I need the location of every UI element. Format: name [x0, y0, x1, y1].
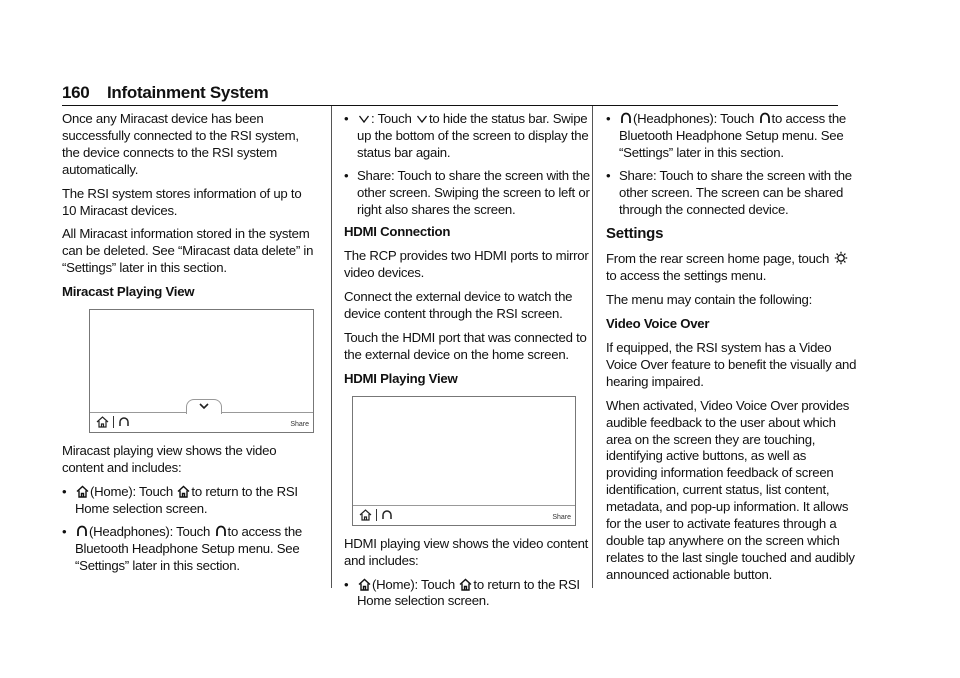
home-icon — [359, 509, 372, 521]
paragraph: The menu may contain the following: — [606, 292, 813, 308]
bullet: • — [62, 523, 67, 539]
bullet-text: to return to the RSI Home selection screen. — [75, 483, 298, 516]
bullet-text: Share: Touch to share the screen with the other screen. Swiping the screen to left or right also shares the screen. — [357, 167, 590, 217]
page-header — [62, 83, 838, 106]
headphones-icon — [620, 111, 632, 125]
bullet-text: Share: Touch to share the screen with the other screen. The screen can be shared through the connected device. — [619, 167, 852, 217]
bullet-item — [344, 168, 596, 219]
paragraph: Miracast playing view shows the video content and includes: — [62, 443, 277, 475]
miracast-screen-illustration — [89, 309, 314, 433]
paragraph: When activated, Video Voice Over provides audible feedback to the user about which area on the screen they are touching, identifying active buttons, as well as providing information feedback of screen identification, current status, list content, metadata, and pop-up information. It allows for the user to activate features through a double tap anywhere on the screen which relates to the last single touched and audibly announced actionable button. — [606, 397, 855, 582]
chevron-down-icon — [197, 400, 211, 412]
column-2 — [344, 111, 596, 616]
headphones-icon — [381, 509, 393, 521]
page-title: Infotainment System — [107, 83, 269, 102]
home-icon — [96, 416, 109, 428]
share-label: Share — [552, 513, 571, 521]
bullet-text: : Touch — [371, 111, 412, 126]
bullet: • — [344, 111, 349, 126]
subheading: Video Voice Over — [606, 316, 710, 332]
subheading: HDMI Connection — [344, 224, 451, 240]
chevron-down-icon — [358, 113, 370, 125]
column-divider — [331, 106, 332, 588]
paragraph: If equipped, the RSI system has a Video Voice Over feature to benefit the visually and hearing impaired. — [606, 339, 857, 389]
column-3 — [606, 111, 858, 591]
paragraph: The RSI system stores information of up to 10 Miracast devices. — [62, 185, 302, 218]
share-label: Share — [290, 421, 309, 429]
paragraph — [606, 251, 858, 285]
bullet-item — [62, 484, 314, 518]
column-1 — [62, 111, 314, 580]
chevron-down-icon — [416, 113, 428, 125]
bullet-item — [606, 168, 858, 219]
bullet-text: (Headphones): Touch — [89, 523, 211, 539]
paragraph-text: to access the settings menu. — [606, 268, 767, 284]
headphones-icon — [215, 524, 227, 538]
bullet-item — [62, 524, 314, 575]
separator — [376, 509, 377, 521]
home-icon — [76, 485, 89, 498]
bullet-item — [344, 111, 596, 162]
subheading: HDMI Playing View — [344, 370, 458, 386]
bullet-item — [344, 577, 596, 611]
home-icon — [459, 578, 472, 591]
bullet: • — [606, 167, 611, 183]
status-bar — [90, 412, 313, 432]
bullet: • — [344, 167, 349, 183]
page-number: 160 — [62, 83, 90, 102]
separator — [113, 416, 114, 428]
paragraph: All Miracast information stored in the system can be deleted. See “Miracast data delete” in “Settings” later in this section. — [62, 226, 314, 276]
paragraph: Connect the external device to watch the device content through the RSI screen. — [344, 289, 573, 322]
headphones-icon — [76, 524, 88, 538]
status-bar — [353, 505, 575, 525]
home-icon — [358, 578, 371, 591]
bullet-text: (Home): Touch — [90, 483, 173, 499]
paragraph: Touch the HDMI port that was connected to the external device on the home screen. — [344, 329, 587, 362]
headphones-icon — [759, 111, 771, 125]
paragraph-text: From the rear screen home page, touch — [606, 251, 830, 267]
bullet-text: (Home): Touch — [372, 576, 455, 592]
headphones-icon — [118, 416, 130, 428]
paragraph: Once any Miracast device has been successfully connected to the RSI system, the device connects to the RSI system automatically. — [62, 111, 299, 177]
bullet: • — [606, 111, 611, 126]
bullet: • — [62, 483, 67, 499]
gear-icon — [834, 251, 848, 265]
hdmi-screen-illustration — [352, 396, 576, 526]
paragraph: The RCP provides two HDMI ports to mirror video devices. — [344, 248, 589, 281]
bullet-text: to access the Bluetooth Headphone Setup menu. See “Settings” later in this section. — [75, 523, 302, 573]
bullet-item — [606, 111, 858, 162]
home-icon — [177, 485, 190, 498]
paragraph: HDMI playing view shows the video content and includes: — [344, 535, 589, 568]
bullet: • — [344, 576, 349, 592]
section-heading: Settings — [606, 225, 664, 243]
bullet-text: to return to the RSI Home selection screen. — [357, 576, 580, 609]
bullet-text: (Headphones): Touch — [633, 111, 755, 126]
bullet-text: to hide the status bar. Swipe up the bottom of the screen to display the status bar again. — [357, 111, 589, 160]
subheading: Miracast Playing View — [62, 284, 195, 300]
hide-tab — [186, 399, 222, 414]
bullet-text: to access the Bluetooth Headphone Setup menu. See “Settings” later in this section. — [619, 111, 846, 160]
